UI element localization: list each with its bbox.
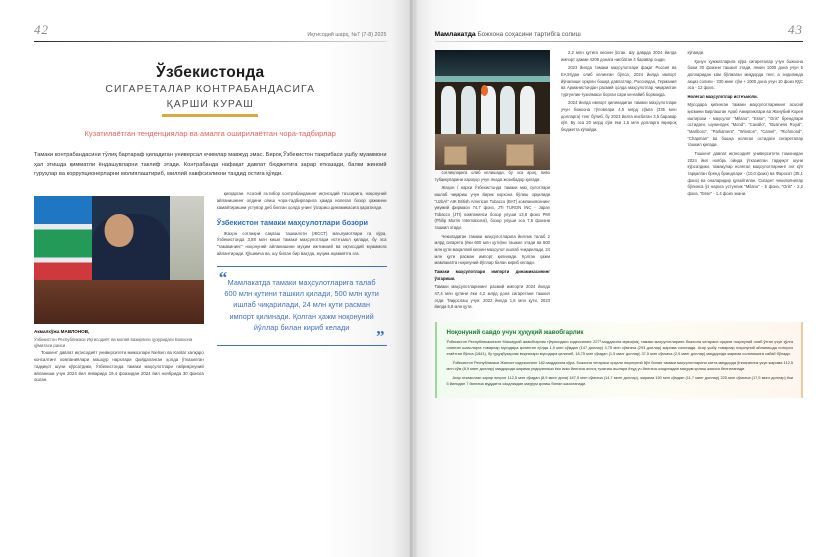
paragraph: 2024 йилда импорт қилинадиган тамаки маҳсулотлари учун божхона тўловлари 4,5 млрд сўмга (335 млн долларга) тенг бўлиб, бу 2023 йилга нисбатан 3,5 баравар кўп. Бу эса 20 млрд сўм ёки 1,5 млн долларга яқинроқ бюджетга кўпайди.: [561, 100, 677, 133]
paragraph: [688, 94, 804, 101]
caption-person-role: Ўзбекистон Республикаси Иқтисодиёт ва молия вазирлиги ҳузуридаги Божхона қўмитаси раиси: [34, 336, 193, 349]
running-head-topic: Божхона соҳасини тартибга солиш: [477, 31, 581, 38]
paragraph: қисқарган. Асосий эътибор контрабанданинг иқтисодий таъсирига, ноқонуний айланишнинг олдини олиш чора-тадбирларига ҳамда нолегал бозор ҳажмини камайтиришни устувор деб билган ҳолда унинг ўзгариш динамикасига қаратилди.: [216, 190, 387, 210]
right-column-1: [435, 50, 551, 313]
right-page: [413, 0, 825, 557]
paragraph: Ўзбекистон Республикаси Жиноят кодексининг 182-моддасига кўра, божхона чегараси орқали ноқонуний йўл билан тамаки маҳсулотларини катта миқдорда ўтказганлик учун жарима 112,5 млн сўм (8,9 минг доллар) миқдорида жарима ундирилиши ёки икки йилгача ахлоқ тузатиш ишлари ёхуд уч йилгача озодликдан маҳрум қилиш жазоси белгиланади.: [446, 359, 793, 371]
article-title-block: [34, 64, 387, 139]
factory-photo: [435, 50, 551, 170]
article-title-sub-line1: СИГАРЕТАЛАР КОНТРАБАНДАСИГА: [105, 84, 316, 95]
quote-close-mark: ”: [376, 326, 385, 346]
right-column-2: [561, 50, 677, 313]
paragraph: кўпаяди.: [687, 50, 705, 55]
left-column-2: [217, 191, 387, 387]
article-subtitle-red: Кузатилаётган тенденциялар ва амалга оширилаётган чора-тадбирлар: [84, 128, 336, 138]
paragraph: Ўзбекистон Республикасининг Маъмурий жавобгарлик тўғрисидаги кодексининг 227³-моддасига мувофиқ, тамаки маҳсулотларини божхона чегараси орқали ноқонуний олиб ўтган учун қўлга олинган шахсларга товарлар мусодара қилинган ҳолда 1,9 млн сўмдан (147 доллар) 3,75 млн сўмгача (293 доллар) жарима солинади. Агар ушбу товарлар ноқонуний айланишда нотирол этаётган бўлса (1841), бу ҳуқуқбузарлик воқеалари мусодара қилиниб, 18,75 млн сўмдан (1,5 минг доллар) 37,5 млн сўмгача (2,9 минг доллар) миқдорида жарима солинишига сабаб бўлади.: [446, 338, 793, 357]
right-col1-inline-heading: Тамаки маҳсулотлари импорти динамикасининг ўзгариши.: [434, 268, 550, 281]
photo-beam: [435, 76, 551, 82]
paragraph: Мусодара қилинган тамаки маҳсулотларининг асосий қисмини Бирлашган Араб Амирликлари ва Жанубий Корея иштироки - маҳсулот "Milano", "Esse", "Oris" брендлари остидаги, шунингдек "Mond", "Cavallo", "Business Royal", "Marlboro", "Parliament", "Winston", "Camel", "Richmond", "Chapman" ва бошқа нолегал остидаги сигареталар ташкил қилади.: [687, 102, 803, 148]
left-col2-body-after: [217, 231, 387, 259]
photo-desk: [34, 280, 204, 324]
paragraph: Чекиладиган тамаки маҳсулотларига йиллик талаб 2 млрд сигарета (ёки 600 млн қути)ни ташкил этади ва 500 млн қути маҳаллий кескин маҳсулот ишлаб чиқарилади, 24 млн қути расман импорт қилинади. Қолган ҳажм мамлакатга ноқонуний йўллар билан кириб келади.: [434, 233, 550, 266]
left-column-1: [34, 191, 204, 387]
title-underline-rule: [162, 114, 258, 117]
left-running-head-text: Иқтисодий шарҳ, №7 (7-8) 2025: [307, 32, 387, 38]
photo-orange-hat: [481, 85, 488, 96]
paragraph: 2,2 млн қутига кескин ўсган. Шу даврда 2024 йилда импорт ҳажми 4209 донага нисбатан 4 баравар ошди.: [561, 50, 677, 62]
paragraph: Тошкент давлат иқтисодиёт университети томонидан 2024 йил ноябрь ойида ўтказилган тадқиқот шуни кўрсатдики, тамакулар нолегал маҳсулотларнинг энг кўп тарқалган бренд брандлари - (10,0 фоиз) ва Фаросат (35,1 фоиз) ва оналаридир қулайтилан. Сигарет чекиловчилар бўлинса ўз нархга устунлик "Milano" - 5 фоиз, "Oris" - 2,2 фоиз, "Esse" - 1,4 фоиз экани.: [687, 150, 803, 196]
photo-carton: [506, 144, 534, 167]
legal-liability-callout: [435, 322, 804, 398]
portrait-photo: [34, 196, 204, 324]
pull-quote-text: Мамлакатда тамаки маҳсулотларига талаб 600 млн қутини ташкил қилади, 500 млн қути ишлаб чиқарилади, 24 млн қути расман импорт қилинади. Қолган ҳажм ноқонуний йўллар билан кириб келади: [224, 278, 379, 332]
paragraph: Жаҳон соғлиқни сақлаш ташкилоти (ЖССТ) маълумотлари га кўра, Ўзбекистонда 3,88 млн киши тамаки маҳсулотлари истеъмол қилади, бу эса "тамакининг" ноқонуний айланишини муҳим ижтимоий ва иқтисодий муаммога айлантиради. Қўшимча ва, шу билан бир вақтда, муҳим аҳамиятга эга.: [216, 230, 387, 257]
photo-worker: [461, 86, 476, 141]
article-title-main: Ўзбекистонда: [156, 64, 265, 81]
paragraph: 2023 йилда тамаки маҳсулотлари фақат Россия ва ЕАЭҲдан олиб келинган бўлса, 2024 йилда импорт йўналиши орқали бошқа давлатлар, Россиядан, Германия ва Арманистондан расмий ҳолда маҳсулотлар чиқарилган турғунлик-тузилмаси борган сари кенгайиб бормоқда.: [561, 65, 677, 97]
right-col3-body: [688, 50, 804, 197]
running-head-section: Мамлакатда: [434, 31, 476, 38]
right-col3-inline-heading: Нолегал маҳсулотлар истеъмоли.: [687, 93, 758, 99]
paragraph: [435, 269, 551, 282]
right-col2-body: [561, 50, 677, 134]
callout-body: [447, 339, 794, 387]
paragraph: Тамаки маҳсулотларининг расмий импорти 2024 йилда 47,4 млн қутини ёки 4,2 млрд дона сигаретани ташкил этди. Таққослаш учун: 2022 йилда 1,6 млн қути, 2023 йилда 5,8 млн қути.: [434, 284, 550, 310]
paragraph: Қонун ҳужжатларига кўра сигареталар учун божхона божи 30 фоизни ташкил этади, лекин 1000 дона учун 5 долларидан кам бўлмаган миқдорда тенг, а эндиликда акциз солиғи - 330 минг сўм + 1000 дона учун 10 фоиз ҚҚС эса - 12 фоиз.: [687, 58, 803, 91]
paragraph: соғлиқларига олиб келишади, бу эса ароқ, пиво тубаккуларини хароқор учун янада жозибадор қилади.: [434, 170, 550, 182]
right-column-3: [688, 50, 804, 313]
paragraph: Агар этказилган зарар ниҳоят 112,5 млн сўмдан (8,9 минг дона) 187,5 млн сўмгача (14,7 минг доллар), жарима 150 млн сўмдан (11,7 минг доллар) 225 млн сўмгача (17,5 минг доллар) ёки 5 йилидан 7 йилгача муддатга озодликдан маҳрум қилиш билан жазоланади.: [446, 374, 793, 386]
right-header-rule: [435, 41, 804, 42]
article-lede: Тамаки контрабандасини тўлиқ бартараф қиладиган универсал ечимлар мавжуд эмас. Бироқ Ўзбекистон тажрибаси ушбу муаммони ҳал этишда қимматли ёндашувларни таклиф этади. Контрабанда нафақат давлат бюджетига зарар етказади, балки жиноий гуруҳлар ва коррупционерларни молиялаштириб, миллий хавфсизликни таҳдид остига қўяди.: [34, 152, 387, 178]
paragraph: Жаҳон / нархи Ўзбекистонда тамаки маҳ сулотлари ишлаб чиқариш учун йирик корхона бўлиш орқилиди "UzbAl" АЖ British American Tobacco (BAT) компаниясининг умумий фирмаси 74,7 фоиз, JTI TURON INC - Japan Tobacco (JTI) компанияси бозор улуши 13,8 фоиз PMI (Philip Morris International), бозор улуши эса 7,5 фоизни ташкил этади.: [434, 185, 550, 231]
left-running-head: [34, 18, 387, 38]
pull-quote: [217, 266, 387, 345]
left-col1-body: [34, 350, 204, 385]
photo-worker: [441, 86, 456, 141]
photo-worker: [520, 86, 535, 141]
article-title-sub-line2: ҚАРШИ КУРАШ: [166, 98, 254, 110]
section-heading-market: Ўзбекистон тамаки маҳсулотлари бозори: [216, 217, 369, 227]
right-running-head: [435, 18, 804, 38]
photo-worker: [500, 86, 515, 141]
quote-open-mark: “: [218, 268, 228, 288]
photo-carton: [444, 146, 467, 165]
right-running-head-text: [435, 31, 581, 38]
caption-person-name: Акмалхўжа МАВЛОНОВ,: [34, 328, 90, 334]
paragraph: Тошкент давлат иқтисодиёт университети мижозлари Nielsen ва Kantar халқаро консалтинг компаниялари машҳур нархлари фойдаланган ҳолда ўтказилган тадқиқот шуни кўрсатдики, Ўзбекистонда тамаки маҳсулотлари ғайриқонуний айланиши учун 2024 йил январида 19,4 фоизидан 2024 йил ноябрида 30 фоизга ошган.: [34, 349, 204, 383]
right-columns: [435, 50, 804, 313]
left-columns: [34, 191, 387, 387]
callout-heading: Ноқонуний савдо учун ҳуқуқий жавобгарлик: [446, 328, 584, 336]
left-header-rule: [34, 41, 387, 42]
right-folio: 43: [788, 22, 803, 37]
left-col2-body-top: [217, 191, 387, 212]
right-col1-body: [435, 170, 551, 311]
photo-person-head: [104, 214, 133, 247]
left-folio: 42: [34, 22, 49, 37]
portrait-caption: [34, 329, 204, 350]
